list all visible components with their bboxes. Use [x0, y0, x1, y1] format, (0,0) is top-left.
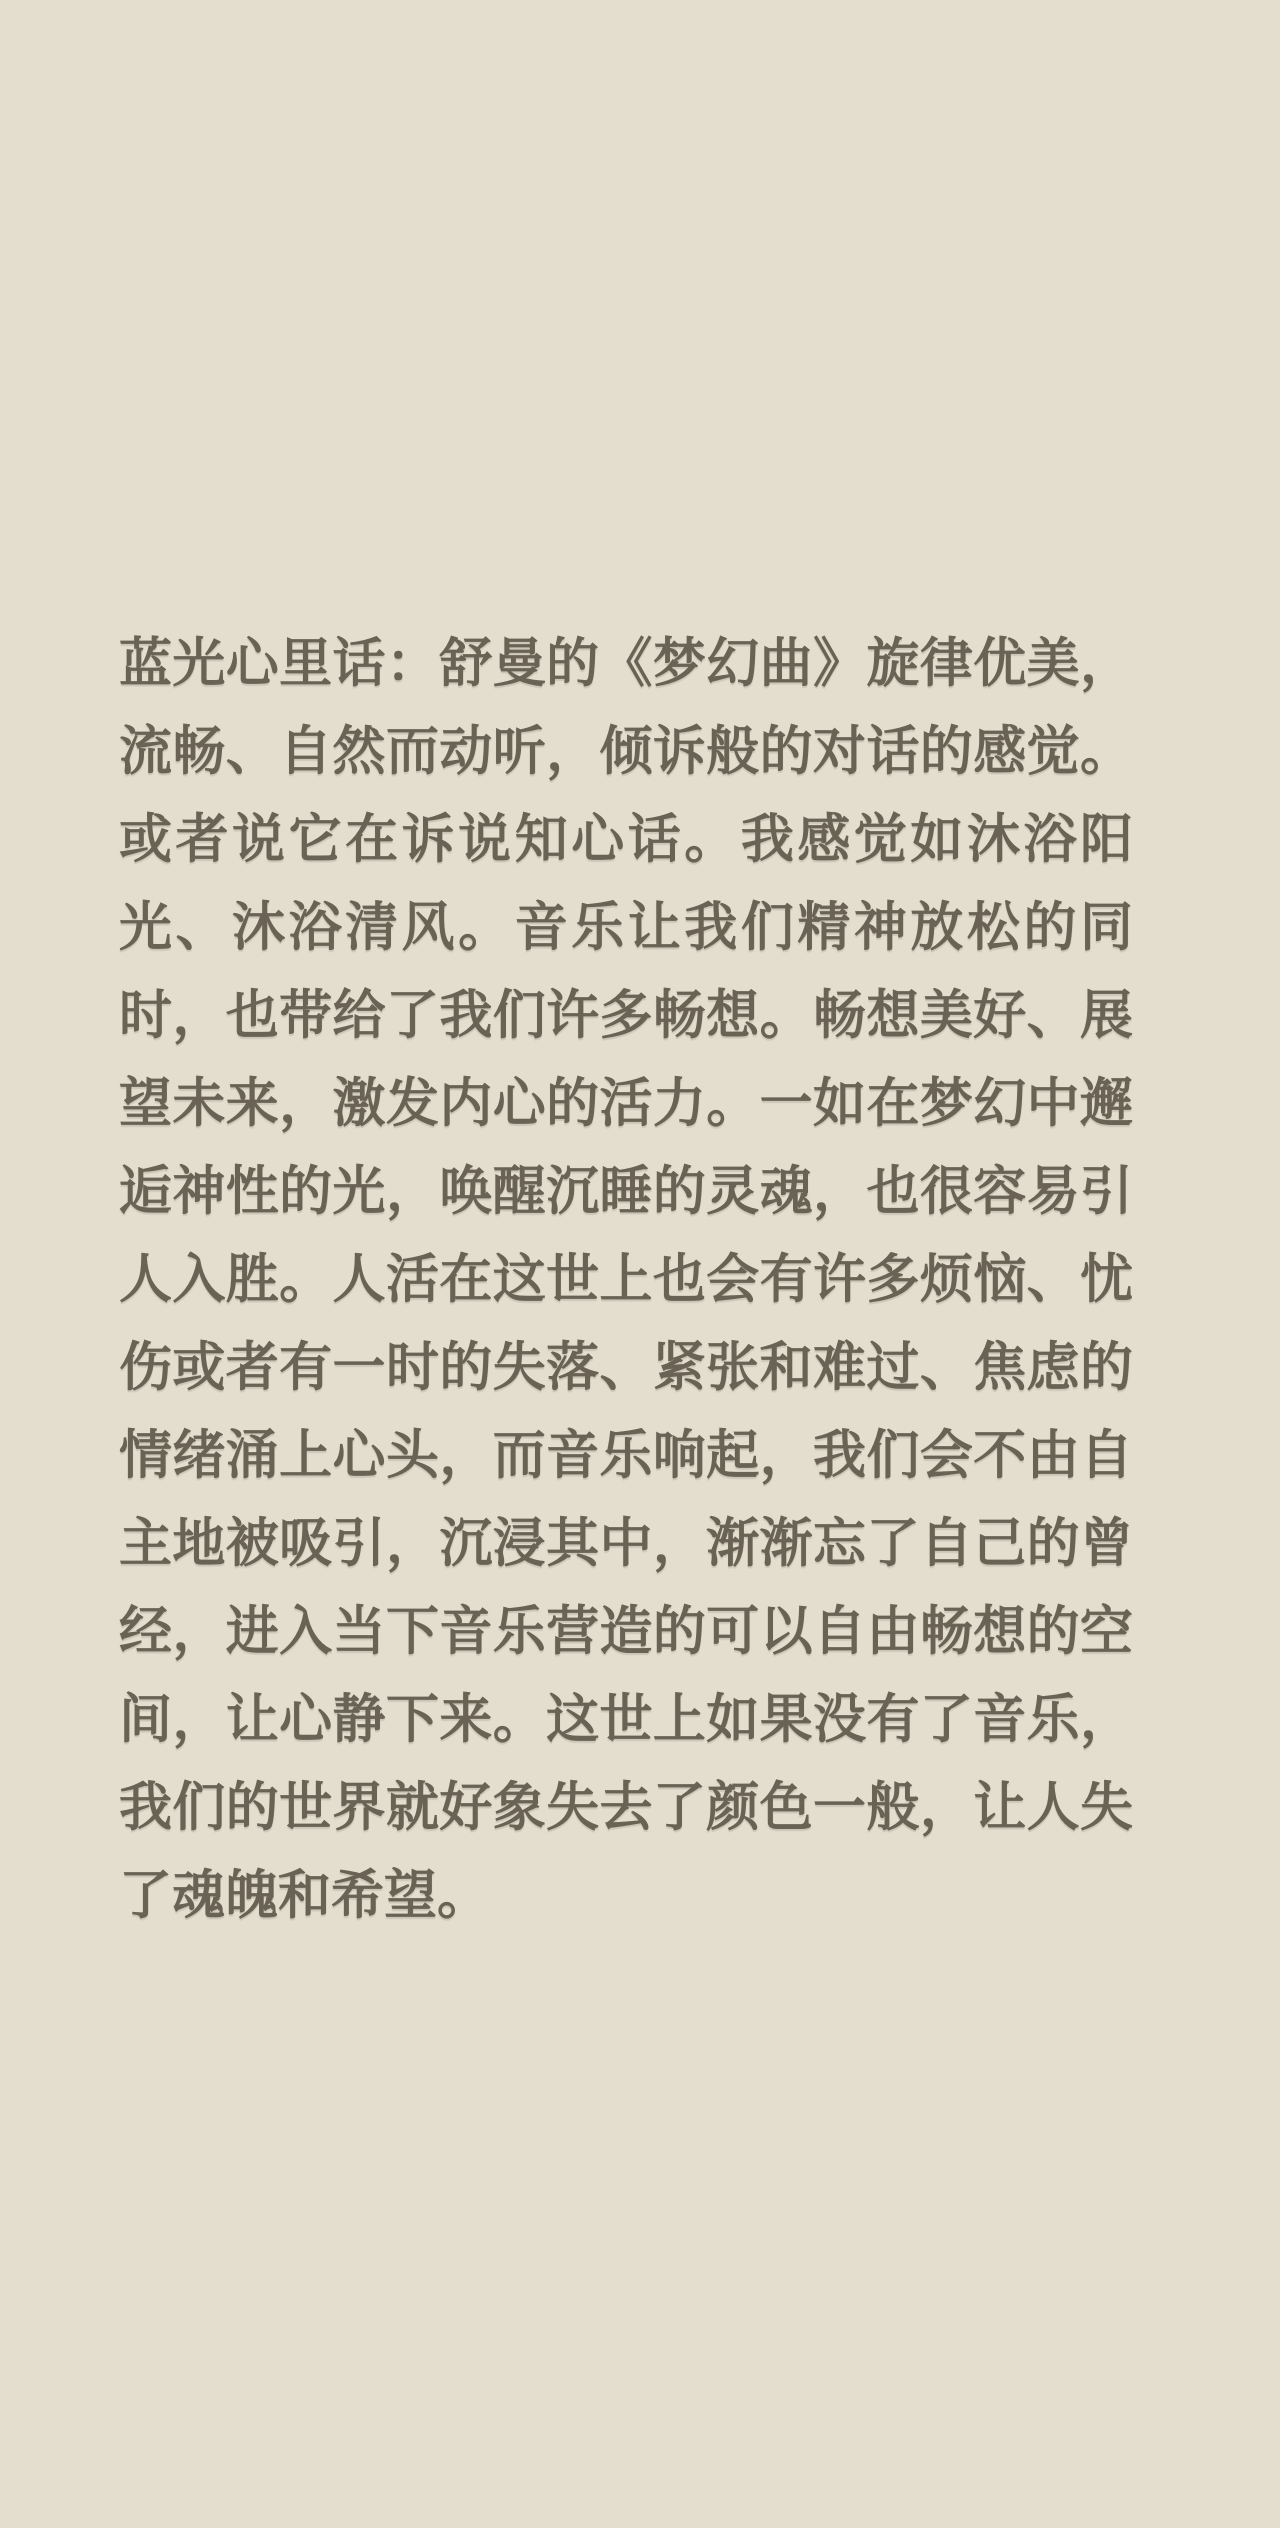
text-line: 我们的世界就好象失去了颜色一般，让人失 [119, 1777, 1133, 1838]
quote-text-block [119, 620, 1133, 1940]
text-line: 人入胜。人活在这世上也会有许多烦恼、忧 [119, 1249, 1133, 1310]
text-line: 逅神性的光，唤醒沉睡的灵魂，也很容易引 [119, 1161, 1133, 1222]
text-line: 时，也带给了我们许多畅想。畅想美好、展 [119, 985, 1133, 1046]
text-line: 主地被吸引，沉浸其中，渐渐忘了自己的曾 [119, 1513, 1133, 1574]
text-line: 间，让心静下来。这世上如果没有了音乐， [119, 1689, 1133, 1750]
text-line: 了魂魄和希望。 [119, 1865, 490, 1926]
text-line: 蓝光心里话：舒曼的《梦幻曲》旋律优美， [119, 633, 1133, 694]
text-line: 伤或者有一时的失落、紧张和难过、焦虑的 [119, 1337, 1133, 1398]
text-line: 流畅、自然而动听，倾诉般的对话的感觉。 [119, 721, 1133, 782]
text-line: 光、沐浴清风。音乐让我们精神放松的同 [119, 897, 1133, 958]
text-line: 或者说它在诉说知心话。我感觉如沐浴阳 [119, 809, 1133, 870]
text-line: 望未来，激发内心的活力。一如在梦幻中邂 [119, 1073, 1133, 1134]
text-line: 情绪涌上心头，而音乐响起，我们会不由自 [119, 1425, 1133, 1486]
text-line: 经，进入当下音乐营造的可以自由畅想的空 [119, 1601, 1133, 1662]
